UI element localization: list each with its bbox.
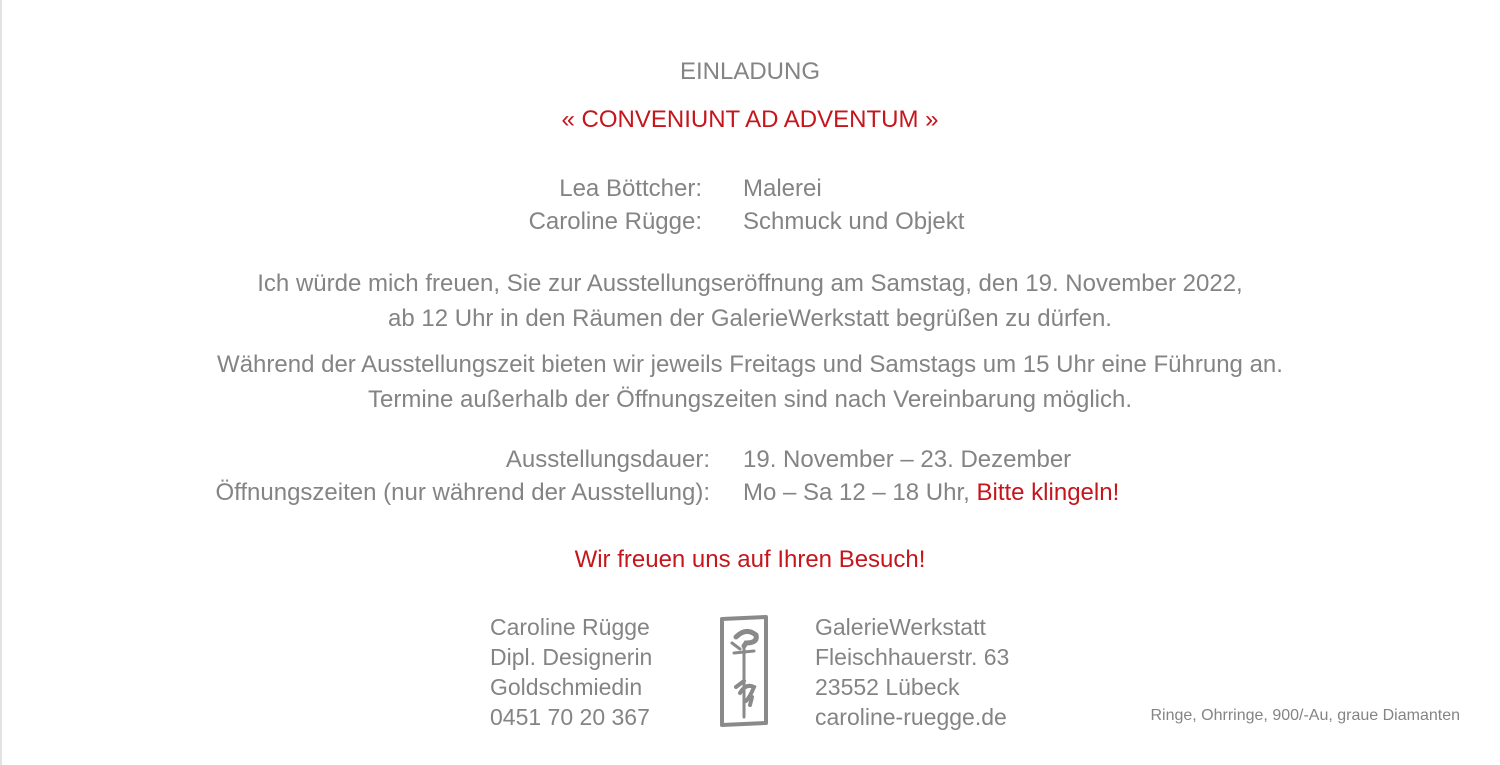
exhibition-title: « CONVENIUNT AD ADVENTUM » [561, 106, 939, 133]
contact-profession: Goldschmiedin [490, 674, 643, 700]
duration-label: Ausstellungsdauer: [505, 446, 710, 473]
website-link[interactable]: caroline-ruegge.de [815, 704, 1007, 730]
gallery-city: 23552 Lübeck [815, 674, 960, 700]
hours-label: Öffnungszeiten (nur während der Ausstellung): [215, 479, 710, 506]
duration-value: 19. November – 23. Dezember [743, 446, 1072, 473]
heading: EINLADUNG [679, 58, 821, 85]
artist-name: Caroline Rügge: [528, 208, 702, 235]
artist-name: Lea Böttcher: [559, 175, 702, 202]
hours-row [743, 479, 1119, 507]
contact-name: Caroline Rügge [490, 614, 650, 640]
contact-title: Dipl. Designerin [490, 644, 653, 670]
tours-line: Während der Ausstellungszeit bieten wir jeweils Freitags und Samstags um 15 Uhr eine Führung an. [217, 351, 1283, 378]
contact-right [815, 612, 1009, 732]
closing-text: Wir freuen uns auf Ihren Besuch! [574, 546, 926, 573]
contact-left [490, 612, 652, 732]
gallery-street: Fleischhauerstr. 63 [815, 644, 1010, 670]
image-caption: Ringe, Ohrringe, 900/-Au, graue Diamanten [1150, 707, 1460, 724]
invitation-line: ab 12 Uhr in den Räumen der GalerieWerkstatt begrüßen zu dürfen. [388, 305, 1112, 332]
hours-note: Bitte klingeln! [976, 479, 1120, 506]
logo-seal-icon [716, 613, 770, 729]
invitation-line: Ich würde mich freuen, Sie zur Ausstellungseröffnung am Samstag, den 19. November 2022, [257, 270, 1243, 297]
tours-line: Termine außerhalb der Öffnungszeiten sind nach Vereinbarung möglich. [367, 386, 1132, 413]
artist-discipline: Malerei [743, 175, 822, 202]
artist-discipline: Schmuck und Objekt [743, 208, 965, 235]
contact-phone: 0451 70 20 367 [490, 704, 650, 730]
hours-value: Mo – Sa 12 – 18 Uhr, [743, 479, 970, 506]
gallery-name: GalerieWerkstatt [815, 614, 986, 640]
